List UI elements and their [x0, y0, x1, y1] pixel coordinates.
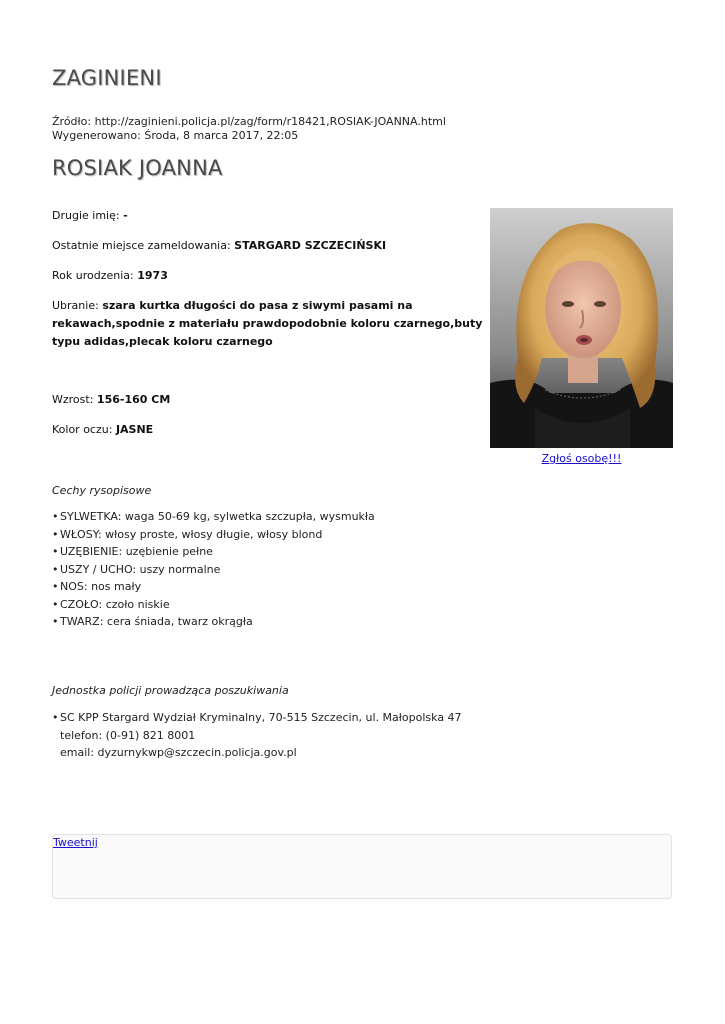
report-person-link[interactable]: Zgłoś osobę!!!: [541, 452, 622, 465]
features-heading: Cechy rysopisowe: [52, 484, 152, 497]
source-line: [52, 115, 446, 129]
field-label: Rok urodzenia:: [52, 269, 134, 282]
person-name: ROSIAK JOANNA: [52, 156, 223, 180]
list-item: • USZY / UCHO: uszy normalne: [52, 561, 375, 579]
list-item: • UZĘBIENIE: uzębienie pełne: [52, 543, 375, 561]
list-item: • SYLWETKA: waga 50-69 kg, sylwetka szczupła, wysmukła: [52, 508, 375, 526]
field-value: STARGARD SZCZECIŃSKI: [234, 239, 387, 252]
police-unit-name: SC KPP Stargard Wydział Kryminalny, 70-515 Szczecin, ul. Małopolska 47: [60, 711, 462, 724]
source-label: Źródło:: [52, 115, 92, 128]
field-height: [52, 391, 492, 409]
list-item: • TWARZ: cera śniada, twarz okrągła: [52, 613, 375, 631]
field-eye-color: [52, 421, 492, 439]
police-unit-details: [52, 709, 462, 762]
list-item: • NOS: nos mały: [52, 578, 375, 596]
field-birth-year: [52, 267, 492, 285]
list-item: • WŁOSY: włosy proste, włosy długie, włosy blond: [52, 526, 375, 544]
site-title: ZAGINIENI: [52, 66, 162, 90]
field-second-name: [52, 207, 492, 225]
bullet-icon: •: [52, 711, 59, 724]
features-list: [52, 508, 375, 631]
field-label: Ostatnie miejsce zameldowania:: [52, 239, 231, 252]
source-url: http://zaginieni.policja.pl/zag/form/r18421,ROSIAK-JOANNA.html: [94, 115, 446, 128]
field-label: Ubranie:: [52, 299, 99, 312]
field-value: szara kurtka długości do pasa z siwymi pasami na rekawach,spodnie z materiału prawdopodobnie koloru czarnego,buty typu adidas,plecak koloru czarnego: [52, 299, 483, 348]
field-value: 156-160 CM: [96, 393, 171, 406]
field-value: -: [123, 209, 128, 222]
missing-person-photo-icon: [490, 208, 673, 448]
list-item: • CZOŁO: czoło niskie: [52, 596, 375, 614]
person-photo: [490, 208, 673, 448]
field-label: Wzrost:: [52, 393, 94, 406]
field-label: Drugie imię:: [52, 209, 120, 222]
generated-date: Środa, 8 marca 2017, 22:05: [144, 129, 299, 142]
field-residence: [52, 237, 492, 255]
police-unit-heading: Jednostka policji prowadząca poszukiwania: [52, 684, 289, 697]
tweet-link[interactable]: Tweetnij: [53, 836, 98, 849]
police-unit-phone: telefon: (0-91) 821 8001: [60, 728, 196, 742]
police-unit-email: email: dyzurnykwp@szczecin.policja.gov.pl: [60, 746, 297, 759]
field-value: 1973: [137, 269, 168, 282]
field-clothing: [52, 297, 490, 351]
generated-label: Wygenerowano:: [52, 129, 141, 142]
generated-line: [52, 129, 298, 143]
share-box: [52, 834, 672, 899]
field-label: Kolor oczu:: [52, 423, 113, 436]
field-value: JASNE: [115, 423, 154, 436]
